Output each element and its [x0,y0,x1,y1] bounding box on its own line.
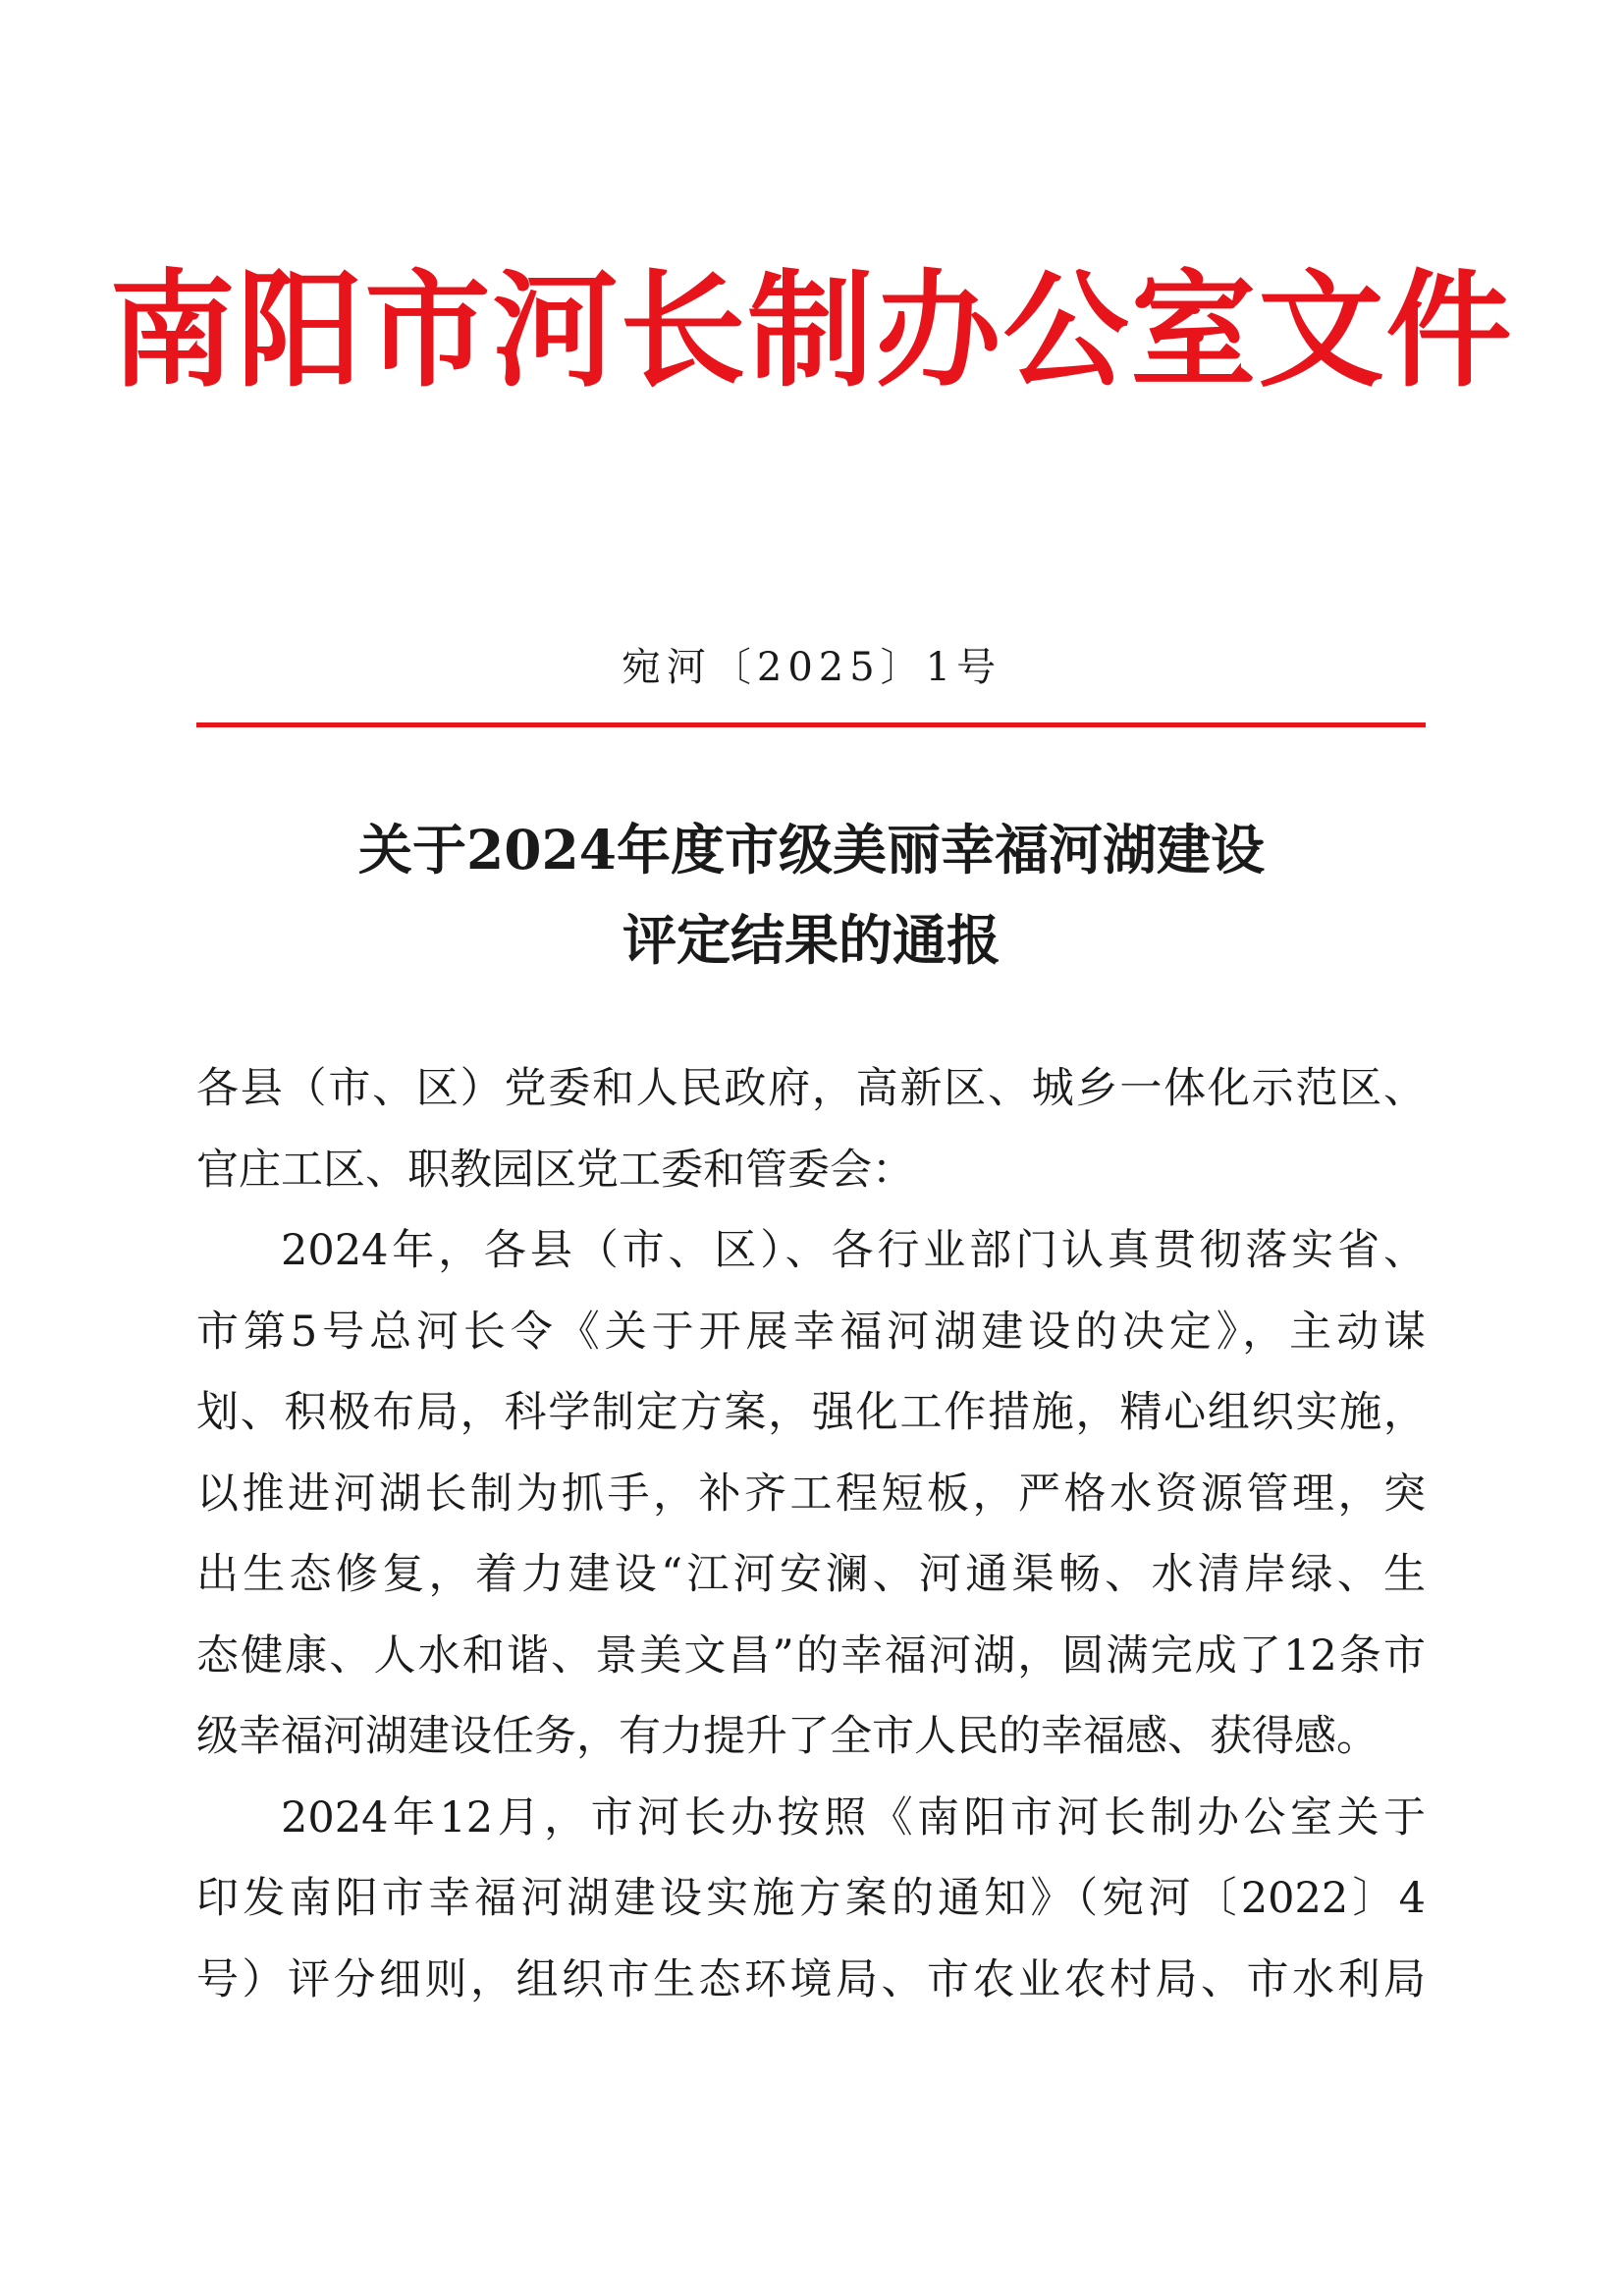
paragraph-2 [196,1778,1426,2021]
paragraph-1-line-5: 出生态修复，着力建设“江河安澜、河通渠畅、水清岸绿、生 [196,1550,1426,1599]
paragraph-2-line-2: 印发南阳市幸福河湖建设实施方案的通知》（宛河〔2022〕4 [196,1874,1426,1923]
document-body [196,1048,1426,2020]
title-line-1: 关于2024年度市级美丽幸福河湖建设 [357,818,1266,881]
salutation [196,1048,1426,1210]
paragraph-1 [196,1210,1426,1778]
paragraph-1-line-2: 市第5号总河长令《关于开展幸福河湖建设的决定》，主动谋 [196,1307,1426,1357]
red-separator-line [196,722,1426,727]
document-masthead: 南阳市河长制办公室文件 [109,257,1514,404]
salutation-line-1: 各县（市、区）党委和人民政府，高新区、城乡一体化示范区、 [196,1064,1426,1113]
paragraph-1-line-1: 2024年，各县（市、区）、各行业部门认真贯彻落实省、 [281,1226,1426,1275]
title-line-2: 评定结果的通报 [622,908,1001,972]
document-title [0,805,1623,986]
salutation-line-2: 官庄工区、职教园区党工委和管委会： [196,1145,914,1195]
paragraph-2-line-3: 号）评分细则，组织市生态环境局、市农业农村局、市水利局 [196,1954,1426,2004]
document-number: 宛河〔2025〕1号 [621,645,1002,690]
paragraph-2-line-1: 2024年12月，市河长办按照《南阳市河长制办公室关于 [281,1792,1426,1842]
paragraph-1-line-7: 级幸福河湖建设任务，有力提升了全市人民的幸福感、获得感。 [196,1712,1379,1761]
paragraph-1-line-3: 划、积极布局，科学制定方案，强化工作措施，精心组织实施， [196,1388,1426,1437]
paragraph-1-line-4: 以推进河湖长制为抓手，补齐工程短板，严格水资源管理，突 [196,1468,1426,1519]
paragraph-1-line-6: 态健康、人水和谐、景美文昌”的幸福河湖，圆满完成了12条市 [196,1630,1426,1681]
